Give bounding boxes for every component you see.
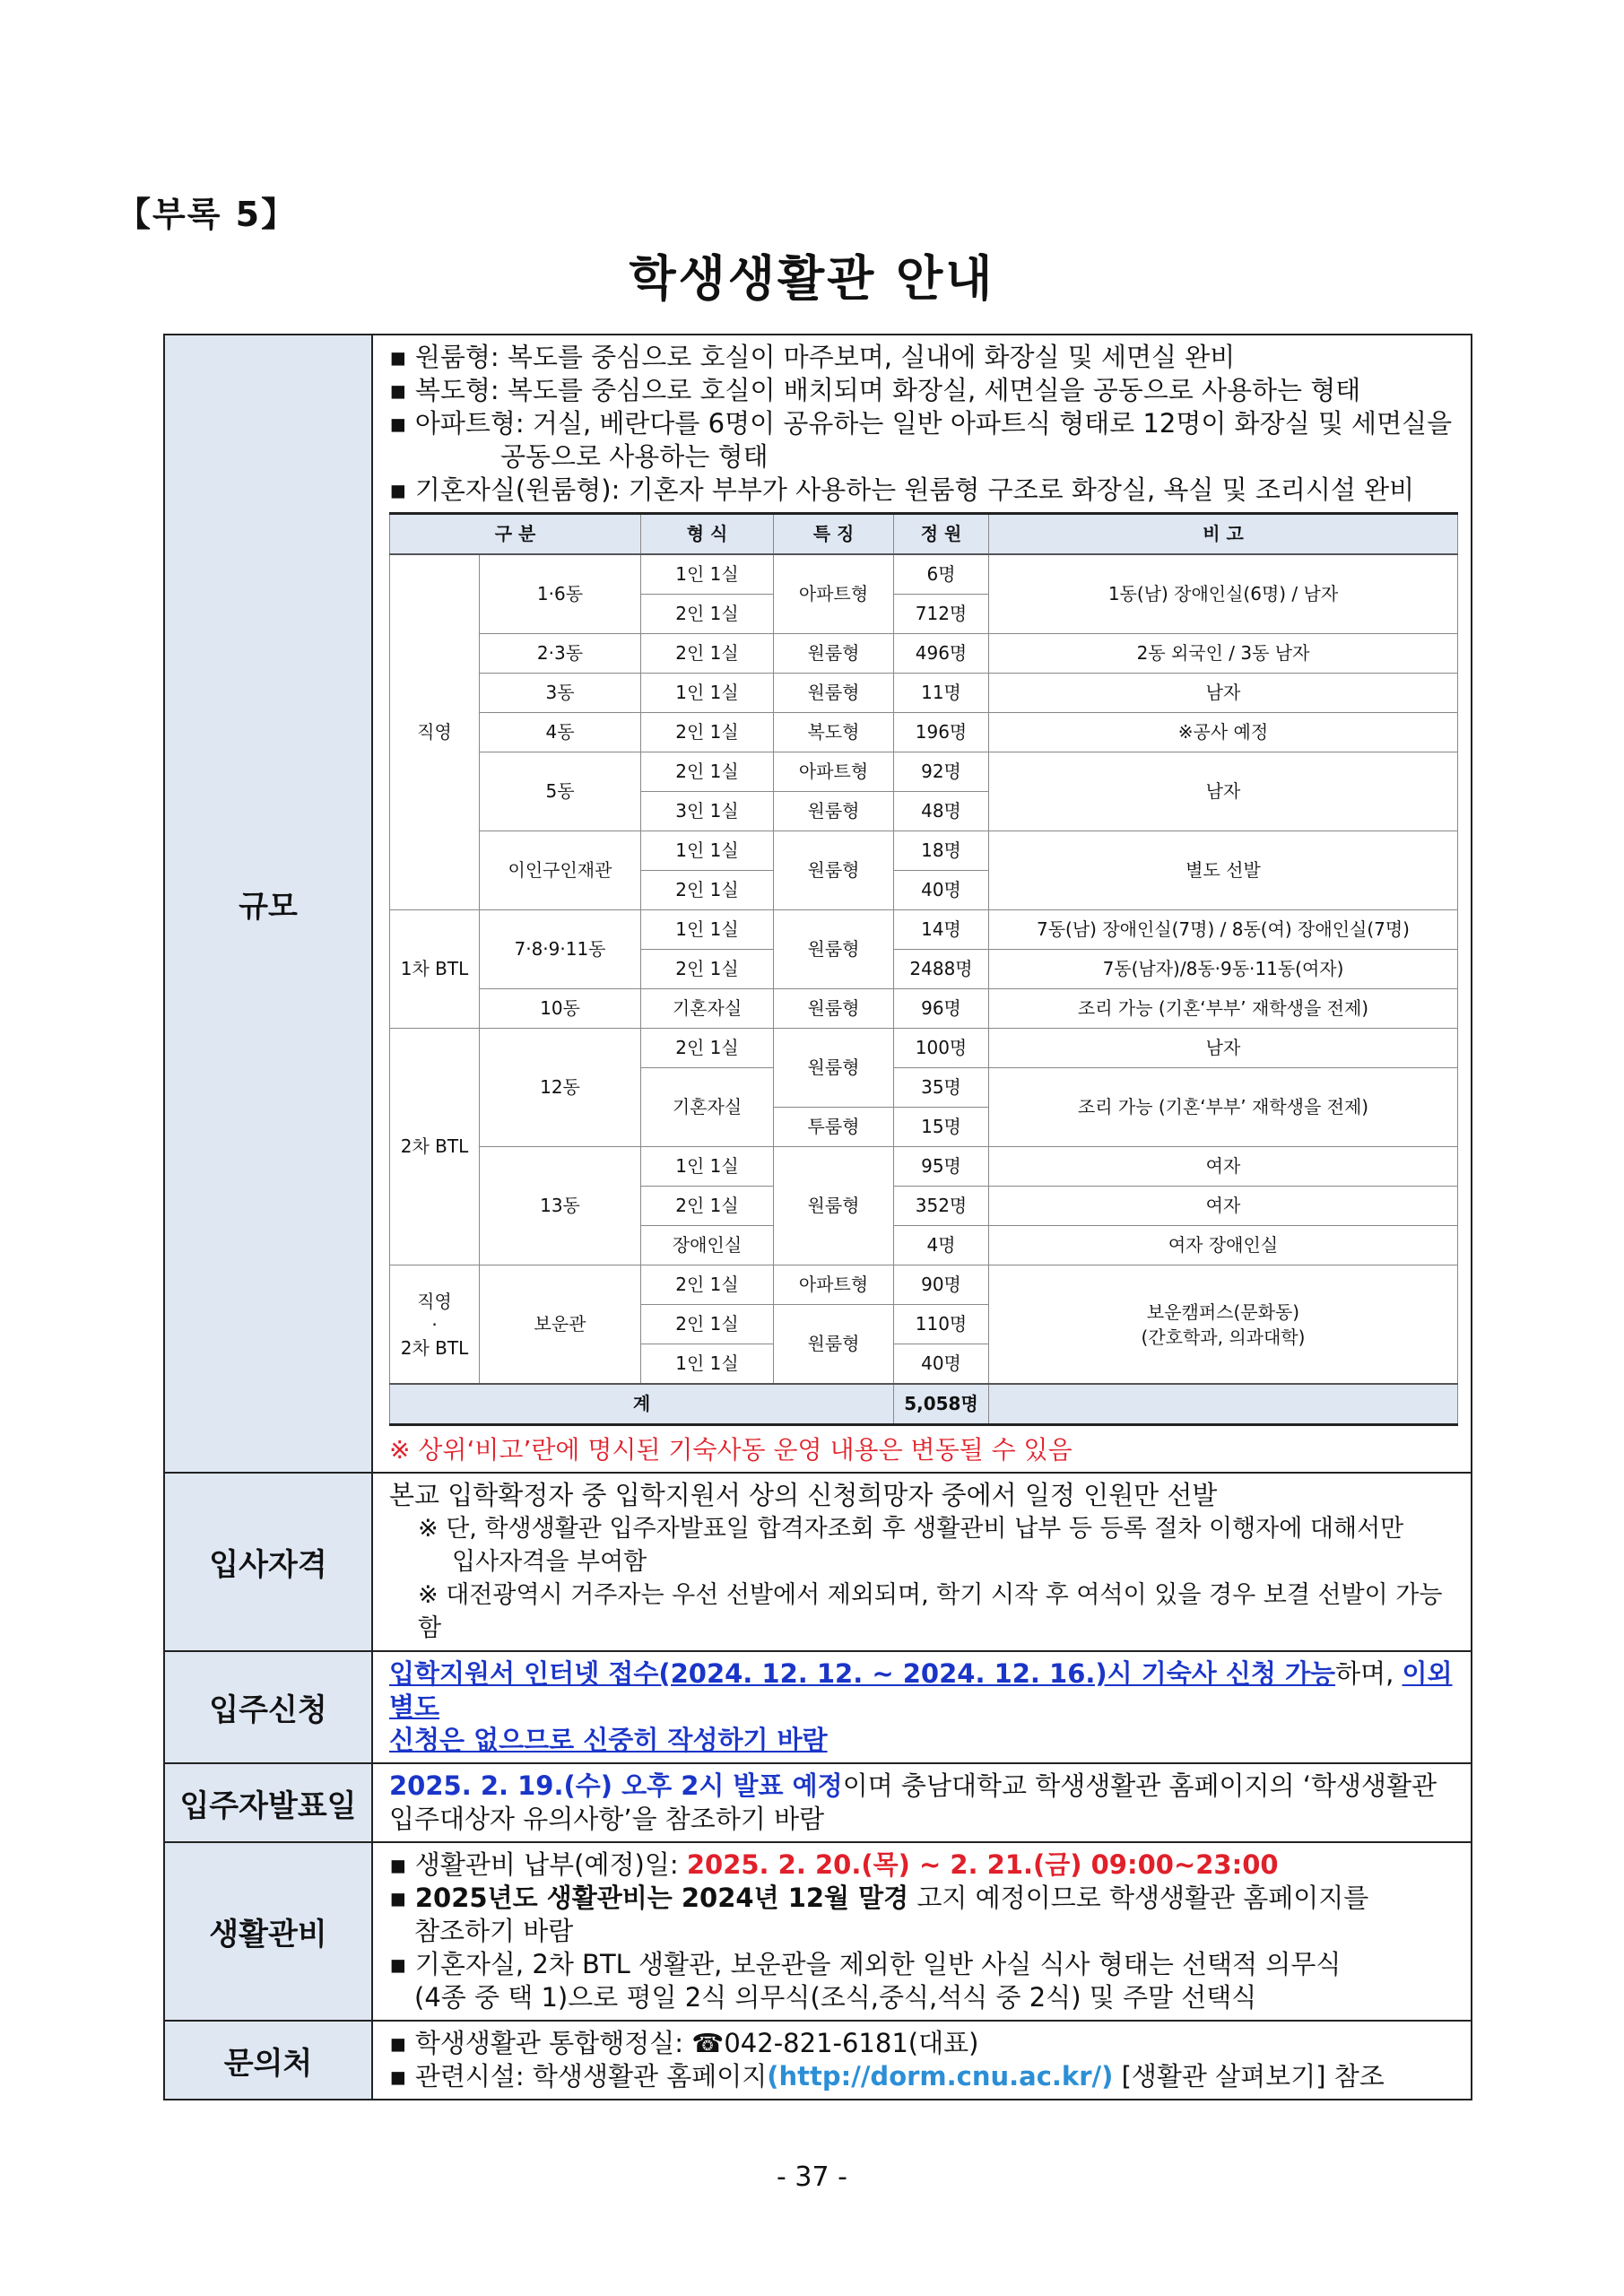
eligibility-note: ※ 단, 학생생활관 입주자발표일 합격자조회 후 생활관비 납부 등 등록 절차 이행자에 대해서만 [418, 1515, 1404, 1543]
contact-content [372, 2021, 1472, 2100]
table-row: 투룸형 15명 [390, 1108, 1458, 1147]
table-header-row: 구 분 형 식 특 징 정 원 비 고 [390, 514, 1458, 555]
total-value: 5,058명 [894, 1384, 989, 1425]
table-row: 13동 1인 1실 원룸형 95명 여자 [390, 1147, 1458, 1187]
announce-row [164, 1763, 1472, 1842]
scale-note: ※ 상위‘비고’란에 명시된 기숙사동 운영 내용은 변동될 수 있음 [389, 1435, 1073, 1465]
eligibility-label: 입사자격 [164, 1473, 372, 1651]
table-row: 직영 1·6동 1인 1실 아파트형 6명 1동(남) 장애인실(6명) / 남자 [390, 554, 1458, 595]
bullet-continuation: 공동으로 사용하는 형태 [500, 441, 769, 472]
table-row: 1인 1실 40명 [390, 1344, 1458, 1385]
table-row: 3인 1실 원룸형 48명 [390, 792, 1458, 831]
announce-content: 2025. 2. 19.(수) 오후 2시 발표 예정이며 충남대학교 학생생활관 홈페이지의 ‘학생생활관 입주대상자 유의사항’을 참조하기 바람 [372, 1763, 1472, 1842]
eligibility-row [164, 1473, 1472, 1651]
table-row: 기혼자실 35명 조리 가능 (기혼‘부부’ 재학생을 전제) [390, 1068, 1458, 1108]
fee-row [164, 1842, 1472, 2021]
bullet-continuation: (4종 중 택 1)으로 평일 2식 의무식(조식,중식,석식 중 2식) 및 주말 선택식 [414, 1982, 1257, 2013]
scale-label: 규모 [164, 335, 372, 1473]
table-row: 2인 1실 2488명 7동(남자)/8동·9동·11동(여자) [390, 950, 1458, 989]
bullet-continuation: 참조하기 바람 [414, 1916, 574, 1946]
info-table [163, 334, 1472, 2100]
table-row: 2차 BTL 12동 2인 1실 원룸형 100명 남자 [390, 1029, 1458, 1068]
announce-label: 입주자발표일 [164, 1763, 372, 1842]
table-row: 10동 기혼자실 원룸형 96명 조리 가능 (기혼‘부부’ 재학생을 전제) [390, 989, 1458, 1029]
fee-label: 생활관비 [164, 1842, 372, 2021]
homepage-link[interactable]: (http://dorm.cnu.ac.kr/) [767, 2061, 1114, 2092]
table-row: 2·3동 2인 1실 원룸형 496명 2동 외국인 / 3동 남자 [390, 634, 1458, 674]
table-row: 이인구인재관 1인 1실 원룸형 18명 별도 선발 [390, 831, 1458, 871]
apply-content: 입학지원서 인터넷 접수(2024. 12. 12. ~ 2024. 12. 16.)시 기숙사 신청 가능하며, 이외 별도 신청은 없으므로 신중히 작성하기 바람 [372, 1651, 1472, 1763]
table-row: 2인 1실 712명 [390, 595, 1458, 634]
total-label: 계 [390, 1384, 894, 1425]
page-title: 학생생활관 안내 [629, 250, 995, 307]
contact-row [164, 2021, 1472, 2100]
dorm-capacity-table [389, 512, 1458, 1426]
bullet-item: ▪ 아파트형: 거실, 베란다를 6명이 공유하는 일반 아파트식 형태로 12명이 화장실 및 세면실을 [389, 408, 1453, 439]
eligibility-line: 본교 입학확정자 중 입학지원서 상의 신청희망자 중에서 일정 인원만 선발 [389, 1480, 1218, 1510]
bullet-item: ▪ 생활관비 납부(예정)일: 2025. 2. 20.(목) ~ 2. 21.(금) 09:00~23:00 [389, 1849, 1279, 1880]
scale-row [164, 335, 1472, 1473]
eligibility-content [372, 1473, 1472, 1651]
bullet-item: ▪ 복도형: 복도를 중심으로 호실이 배치되며 화장실, 세면실을 공동으로 사용하는 형태 [389, 375, 1361, 405]
eligibility-note: ※ 대전광역시 거주자는 우선 선발에서 제외되며, 학기 시작 후 여석이 있을 경우 보결 선발이 가능함 [418, 1581, 1443, 1642]
apply-label: 입주신청 [164, 1651, 372, 1763]
table-row: 5동 2인 1실 아파트형 92명 남자 [390, 752, 1458, 792]
bullet-item: ▪ 원룸형: 복도를 중심으로 호실이 마주보며, 실내에 화장실 및 세면실 완비 [389, 342, 1236, 372]
fee-payment-date: 2025. 2. 20.(목) ~ 2. 21.(금) 09:00~23:00 [686, 1849, 1279, 1880]
apply-row [164, 1651, 1472, 1763]
announce-date: 2025. 2. 19.(수) 오후 2시 발표 예정 [389, 1770, 843, 1801]
bullet-item: ▪ 기혼자실(원룸형): 기혼자 부부가 사용하는 원룸형 구조로 화장실, 욕실 및 조리시설 완비 [389, 474, 1415, 505]
table-row: 3동 1인 1실 원룸형 11명 남자 [390, 674, 1458, 713]
apply-period: 입학지원서 인터넷 접수(2024. 12. 12. ~ 2024. 12. 16.)시 기숙사 신청 가능 [389, 1658, 1336, 1689]
bullet-item: ▪ 학생생활관 통합행정실: ☎042-821-6181(대표) [389, 2028, 979, 2058]
page-number: - 37 - [777, 2161, 847, 2193]
table-row: 장애인실 4명 여자 장애인실 [390, 1226, 1458, 1265]
table-total-row [390, 1384, 1458, 1425]
contact-label: 문의처 [164, 2021, 372, 2100]
table-row: 1차 BTL 7·8·9·11동 1인 1실 원룸형 14명 7동(남) 장애인실(7명) / 8동(여) 장애인실(7명) [390, 910, 1458, 950]
bullet-item: ▪ 2025년도 생활관비는 2024년 12월 말경 고지 예정이므로 학생생활관 홈페이지를 [389, 1883, 1369, 1913]
table-row: 2인 1실 40명 [390, 871, 1458, 910]
bullet-item: ▪ 관련시설: 학생생활관 홈페이지(http://dorm.cnu.ac.kr/) [생활관 살펴보기] 참조 [389, 2061, 1385, 2092]
eligibility-note-cont: 입사자격을 부여함 [452, 1548, 647, 1576]
bullet-item: ▪ 기혼자실, 2차 BTL 생활관, 보운관을 제외한 일반 사실 식사 형태는 선택적 의무식 [389, 1949, 1342, 1979]
table-row: 2인 1실 원룸형 110명 [390, 1305, 1458, 1344]
appendix-label: 【부록 5】 [117, 195, 298, 234]
table-row: 직영 · 2차 BTL 보운관 2인 1실 아파트형 90명 보운캠퍼스(문화동) (간호학과, 의과대학) [390, 1265, 1458, 1305]
apply-warning-cont: 신청은 없으므로 신중히 작성하기 바람 [389, 1725, 828, 1755]
table-row: 2인 1실 352명 여자 [390, 1187, 1458, 1226]
fee-content [372, 1842, 1472, 2021]
table-row: 4동 2인 1실 복도형 196명 ※공사 예정 [390, 713, 1458, 752]
apply-warning: 이외 별도 [389, 1658, 1453, 1722]
scale-content [372, 335, 1472, 1473]
